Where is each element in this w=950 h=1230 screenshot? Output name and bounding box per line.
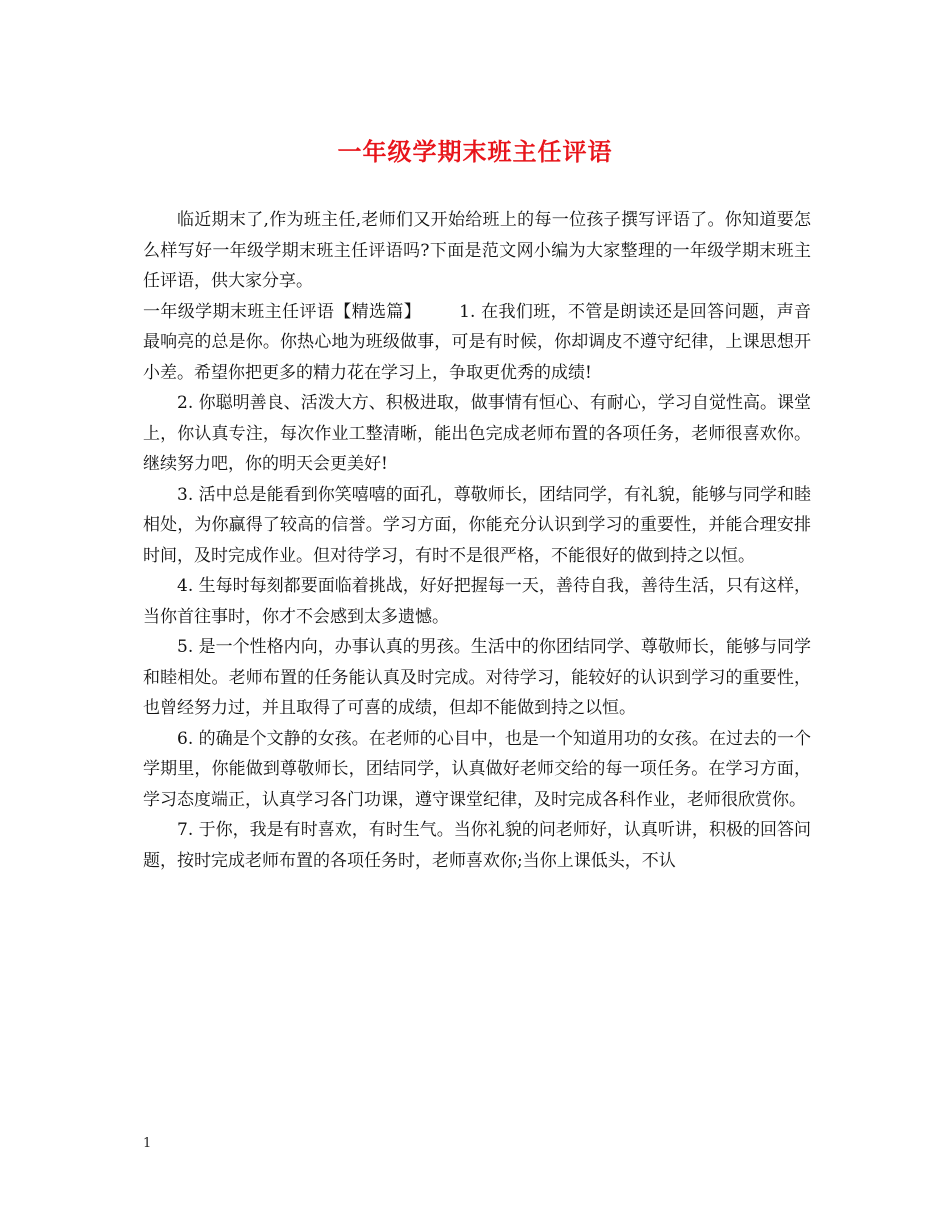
page-title: 一年级学期末班主任评语 — [337, 137, 613, 166]
comment-item-2: 2. 你聪明善良、活泼大方、积极进取，做事情有恒心、有耐心，学习自觉性高。课堂上，你认真专注，每次作业工整清晰，能出色完成老师布置的各项任务，老师很喜欢你。继续努力吧，你的明天会更美好! — [143, 393, 811, 474]
comment-item-7: 7. 于你，我是有时喜欢，有时生气。当你礼貌的问老师好，认真听讲，积极的回答问题，按时完成老师布置的各项任务时，老师喜欢你;当你上课低头，不认 — [143, 820, 811, 871]
document-body — [143, 205, 811, 876]
section-paragraph — [143, 297, 811, 389]
comment-item-3: 3. 活中总是能看到你笑嘻嘻的面孔，尊敬师长，团结同学，有礼貌，能够与同学和睦相处，为你赢得了较高的信誉。学习方面，你能充分认识到学习的重要性，并能合理安排时间，及时完成作业。但对待学习，有时不是很严格，不能很好的做到持之以恒。 — [143, 484, 811, 566]
comment-item-4: 4. 生每时每刻都要面临着挑战，好好把握每一天，善待自我，善待生活，只有这样，当你首往事时，你才不会感到太多遗憾。 — [143, 576, 811, 627]
comment-item-6: 6. 的确是个文静的女孩。在老师的心目中，也是一个知道用功的女孩。在过去的一个学期里，你能做到尊敬师长，团结同学，认真做好老师交给的每一项任务。在学习方面，学习态度端正，认真学习各门功课，遵守课堂纪律，及时完成各科作业，老师很欣赏你。 — [143, 728, 811, 810]
intro-paragraph: 临近期末了,作为班主任,老师们又开始给班上的每一位孩子撰写评语了。你知道要怎么样写好一年级学期末班主任评语吗?下面是范文网小编为大家整理的一年级学期末班主任评语，供大家分享。 — [143, 210, 811, 291]
page-number: 1 — [143, 1136, 152, 1151]
comment-item-5: 5. 是一个性格内向，办事认真的男孩。生活中的你团结同学、尊敬师长，能够与同学和睦相处。老师布置的任务能认真及时完成。对待学习，能较好的认识到学习的重要性，也曾经努力过，并且取得了可喜的成绩，但却不能做到持之以恒。 — [143, 637, 811, 718]
comment-item-1: 1. 在我们班，不管是朗读还是回答问题，声音最响亮的总是你。你热心地为班级做事，可是有时候，你却调皮不遵守纪律，上课思想开小差。希望你把更多的精力花在学习上，争取更优秀的成绩! — [143, 301, 812, 383]
section-heading: 一年级学期末班主任评语【精选篇】 — [143, 301, 422, 322]
